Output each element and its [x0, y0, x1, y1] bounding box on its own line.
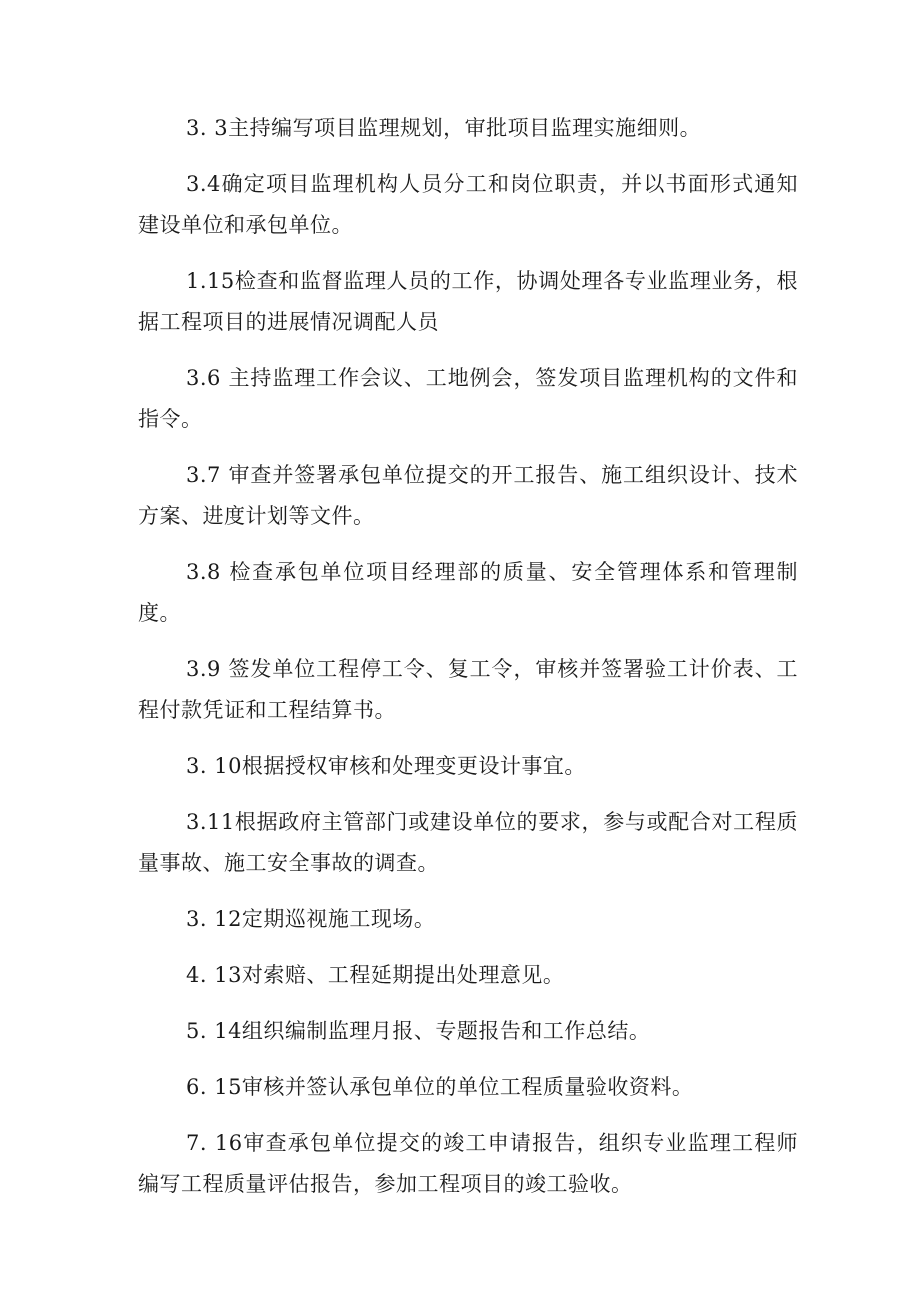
document-body	[138, 108, 798, 1220]
paragraph-6-15: 6. 15审核并签认承包单位的单位工程质量验收资料。	[186, 1075, 694, 1099]
paragraph-3-12: 3. 12定期巡视施工现场。	[186, 907, 436, 931]
paragraph-3-9: 3.9 签发单位工程停工令、复工令，审核并签署验工计价表、工程付款凭证和工程结算书。	[138, 657, 798, 722]
paragraph-3-8: 3.8 检查承包单位项目经理部的质量、安全管理体系和管理制度。	[138, 560, 798, 625]
paragraph-3-11: 3.11根据政府主管部门或建设单位的要求，参与或配合对工程质量事故、施工安全事故的调查。	[138, 810, 798, 875]
paragraph-7-16: 7. 16审查承包单位提交的竣工申请报告，组织专业监理工程师编写工程质量评估报告，参加工程项目的竣工验收。	[138, 1131, 798, 1196]
paragraph-4-13: 4. 13对索赔、工程延期提出处理意见。	[186, 963, 565, 987]
paragraph-5-14: 5. 14组织编制监理月报、专题报告和工作总结。	[186, 1019, 651, 1043]
paragraph-1-15: 1.15检查和监督监理人员的工作，协调处理各专业监理业务，根据工程项目的进展情况调配人员	[138, 269, 798, 334]
paragraph-3-10: 3. 10根据授权审核和处理变更设计事宜。	[186, 754, 586, 778]
paragraph-3-7: 3.7 审查并签署承包单位提交的开工报告、施工组织设计、技术方案、进度计划等文件。	[138, 463, 798, 528]
paragraph-3-4: 3.4确定项目监理机构人员分工和岗位职责，并以书面形式通知建设单位和承包单位。	[138, 172, 798, 237]
paragraph-3-3: 3. 3主持编写项目监理规划，审批项目监理实施细则。	[186, 116, 702, 140]
paragraph-3-6: 3.6 主持监理工作会议、工地例会，签发项目监理机构的文件和指令。	[138, 366, 798, 431]
